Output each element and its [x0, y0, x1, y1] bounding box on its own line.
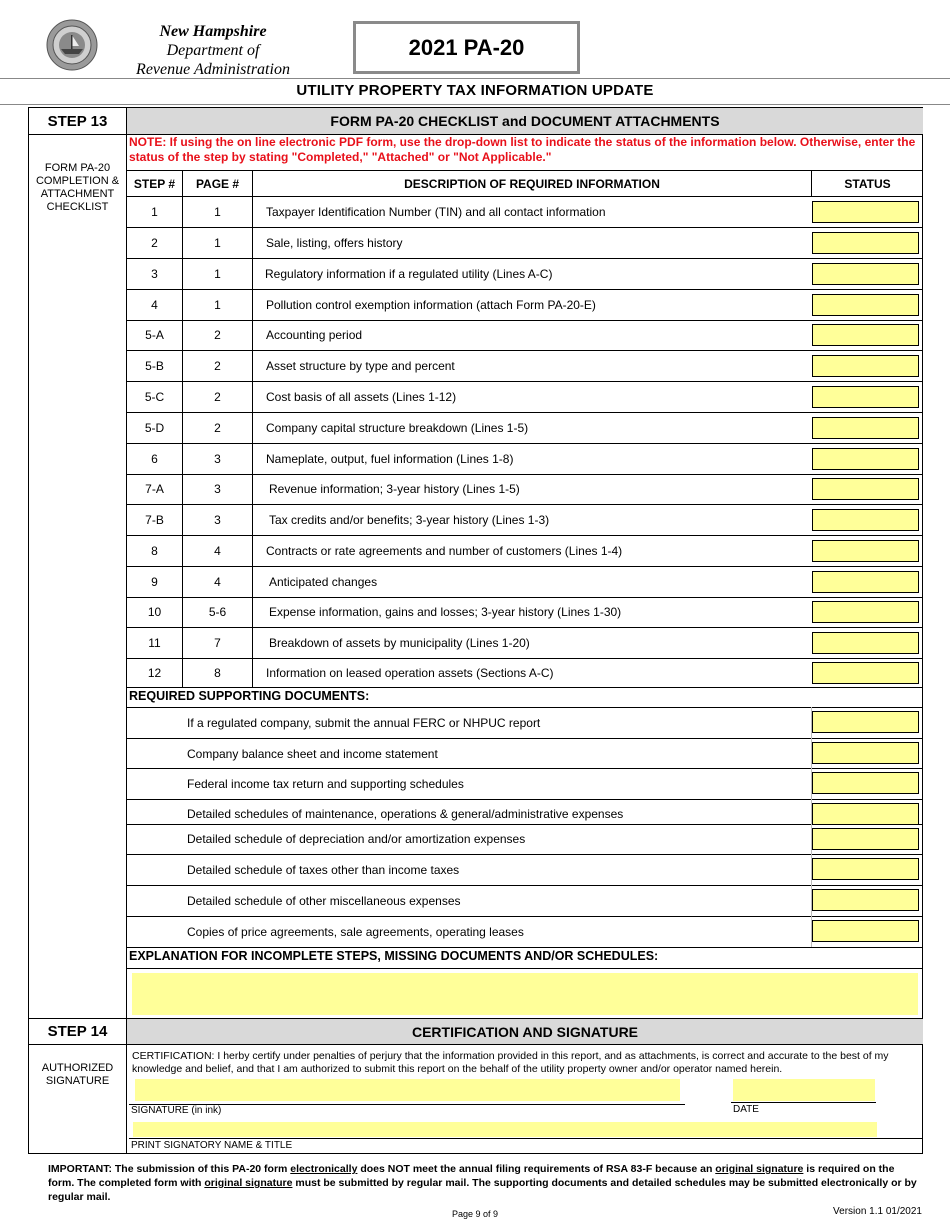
notice-underlined: electronically: [290, 1163, 358, 1175]
row-divider: [127, 799, 923, 800]
title-divider: [0, 104, 950, 105]
page-number: Page 9 of 9: [451, 1209, 499, 1219]
row-step: 5-D: [144, 421, 165, 435]
row-step: 7-A: [145, 482, 164, 496]
row-divider: [127, 687, 923, 688]
row-description: Tax credits and/or benefits; 3-year history (Lines 1-3): [269, 513, 550, 527]
status-field[interactable]: [812, 858, 919, 880]
row-page: 2: [214, 359, 221, 373]
status-field[interactable]: [812, 478, 919, 500]
row-description: Anticipated changes: [269, 575, 378, 589]
row-page: 1: [214, 267, 221, 281]
signature-side-label: [29, 1062, 126, 1088]
supporting-doc-label: Federal income tax return and supporting schedules: [187, 777, 464, 791]
side-label-line: CHECKLIST: [46, 201, 109, 213]
column-divider: [811, 171, 812, 196]
supporting-doc-label: If a regulated company, submit the annual FERC or NHPUC report: [187, 716, 541, 730]
side-label-line: ATTACHMENT: [40, 188, 115, 200]
status-field[interactable]: [812, 448, 919, 470]
row-page: 1: [214, 298, 221, 312]
page-title: UTILITY PROPERTY TAX INFORMATION UPDATE: [296, 82, 654, 99]
signature-label: SIGNATURE (in ink): [131, 1105, 222, 1116]
column-header-status: STATUS: [844, 176, 891, 191]
step-13-title: FORM PA-20 CHECKLIST and DOCUMENT ATTACHMENTS: [127, 108, 923, 134]
step-14-label: STEP 14: [47, 1023, 108, 1040]
supporting-doc-label: Detailed schedule of other miscellaneous expenses: [187, 894, 461, 908]
status-field[interactable]: [812, 386, 919, 408]
dept-line-1: Department of: [166, 42, 260, 59]
row-description: Expense information, gains and losses; 3-year history (Lines 1-30): [269, 605, 622, 619]
row-page: 2: [214, 390, 221, 404]
row-description: Breakdown of assets by municipality (Lines 1-20): [269, 636, 530, 650]
notice-text: must be submitted by regular mail. The supporting documents and detailed schedules may be submitted electronically or by regular mail.: [48, 1177, 917, 1203]
notice-text: is required on the form. The completed form with: [48, 1163, 895, 1189]
row-step: 11: [148, 636, 161, 650]
row-page: 2: [214, 328, 221, 342]
state-name: New Hampshire: [159, 23, 267, 40]
row-page: 4: [214, 575, 221, 589]
dept-line-2: Revenue Administration: [136, 61, 290, 78]
step-14-title: CERTIFICATION AND SIGNATURE: [127, 1019, 923, 1044]
row-page: 3: [214, 452, 221, 466]
status-field[interactable]: [812, 772, 919, 794]
row-step: 7-B: [145, 513, 164, 527]
row-description: Accounting period: [266, 328, 363, 342]
version-label: Version 1.1 01/2021: [833, 1206, 922, 1217]
row-page: 1: [214, 205, 221, 219]
row-step: 1: [151, 205, 158, 219]
supporting-doc-label: Company balance sheet and income statement: [187, 747, 438, 761]
status-field[interactable]: [812, 355, 919, 377]
notice-text: IMPORTANT: The submission of this PA-20 form: [48, 1163, 291, 1175]
status-field[interactable]: [812, 571, 919, 593]
row-step: 6: [151, 452, 158, 466]
notice-underlined: original signature: [715, 1163, 804, 1175]
supporting-doc-label: Detailed schedule of taxes other than income taxes: [187, 863, 460, 877]
row-page: 3: [214, 482, 221, 496]
status-field[interactable]: [812, 540, 919, 562]
row-page: 7: [214, 636, 221, 650]
notice-text: does NOT meet the annual filing requirements of RSA 83-F because an: [357, 1163, 716, 1175]
side-label-line: COMPLETION &: [35, 175, 120, 187]
row-page: 2: [214, 421, 221, 435]
side-label-line: SIGNATURE: [45, 1075, 110, 1087]
row-page: 4: [214, 544, 221, 558]
column-header-step: STEP #: [133, 176, 176, 191]
form-header: [0, 0, 950, 80]
column-divider: [811, 707, 812, 947]
certification-text: CERTIFICATION: I herby certify under penalties of perjury that the information provided in this report, and as attachments, is correct and accurate to the best of my knowledge and belief, and that I am authorized to submit this report on the behalf of the utility property owner and/or operator named herein.: [132, 1050, 889, 1075]
status-field[interactable]: [812, 201, 919, 223]
supporting-doc-label: Copies of price agreements, sale agreements, operating leases: [187, 925, 524, 939]
status-field[interactable]: [812, 662, 919, 684]
row-step: 8: [151, 544, 158, 558]
row-step: 9: [151, 575, 158, 589]
checklist-side-label: [29, 162, 126, 214]
signature-field[interactable]: [135, 1079, 680, 1101]
print-name-label: PRINT SIGNATORY NAME & TITLE: [131, 1140, 293, 1151]
status-field[interactable]: [812, 232, 919, 254]
status-field[interactable]: [812, 509, 919, 531]
row-description: Sale, listing, offers history: [266, 236, 403, 250]
status-field[interactable]: [812, 263, 919, 285]
row-description: Pollution control exemption information (attach Form PA-20-E): [266, 298, 596, 312]
supporting-doc-label: Detailed schedule of depreciation and/or amortization expenses: [187, 832, 526, 846]
row-description: Revenue information; 3-year history (Lines 1-5): [269, 482, 520, 496]
print-name-field[interactable]: [133, 1122, 877, 1137]
row-step: 5-A: [145, 328, 164, 342]
side-label-line: FORM PA-20: [44, 162, 111, 174]
row-step: 2: [151, 236, 158, 250]
row-description: Cost basis of all assets (Lines 1-12): [266, 390, 457, 404]
row-page: 5-6: [208, 605, 227, 619]
date-line: [731, 1102, 876, 1103]
step-13-label: STEP 13: [47, 112, 108, 130]
supporting-doc-label: Detailed schedules of maintenance, operations & general/administrative expenses: [187, 807, 624, 821]
row-description: Asset structure by type and percent: [266, 359, 455, 373]
status-field[interactable]: [812, 294, 919, 316]
status-field[interactable]: [812, 632, 919, 654]
divider: [127, 968, 923, 969]
row-step: 5-C: [144, 390, 165, 404]
status-field[interactable]: [812, 828, 919, 850]
status-field[interactable]: [812, 711, 919, 733]
department-name: [118, 22, 308, 79]
row-description: Nameplate, output, fuel information (Lines 1-8): [266, 452, 514, 466]
date-field[interactable]: [733, 1079, 875, 1101]
row-step: 3: [151, 267, 158, 281]
column-divider: [252, 171, 253, 687]
side-label-line: AUTHORIZED: [41, 1062, 114, 1074]
row-divider: [127, 947, 923, 948]
row-description: Company capital structure breakdown (Lines 1-5): [266, 421, 529, 435]
column-header-page: PAGE #: [195, 176, 240, 191]
status-field[interactable]: [812, 742, 919, 764]
row-page: 8: [214, 666, 221, 680]
state-seal-icon: [46, 19, 98, 71]
supporting-docs-title: REQUIRED SUPPORTING DOCUMENTS:: [129, 689, 370, 703]
explanation-title: EXPLANATION FOR INCOMPLETE STEPS, MISSING DOCUMENTS AND/OR SCHEDULES:: [129, 949, 659, 963]
form-frame: [28, 107, 923, 1154]
row-page: 3: [214, 513, 221, 527]
row-description: Taxpayer Identification Number (TIN) and all contact information: [266, 205, 606, 219]
explanation-field[interactable]: [132, 973, 918, 1015]
print-name-line: [129, 1138, 923, 1139]
row-page: 1: [214, 236, 221, 250]
status-field[interactable]: [812, 920, 919, 942]
row-step: 5-B: [145, 359, 164, 373]
status-field[interactable]: [812, 889, 919, 911]
form-id-box: 2021 PA-20: [353, 21, 580, 74]
row-description: Regulatory information if a regulated utility (Lines A-C): [265, 267, 553, 281]
row-description: Contracts or rate agreements and number of customers (Lines 1-4): [266, 544, 623, 558]
divider: [29, 1044, 923, 1045]
notice-underlined: original signature: [204, 1177, 293, 1189]
row-step: 10: [147, 605, 162, 619]
row-step: 4: [151, 298, 158, 312]
status-field[interactable]: [812, 601, 919, 623]
instruction-note: NOTE: If using the on line electronic PDF form, use the drop-down list to indicate the status of the information below. Otherwise, enter the status of the step by stating "Completed," "Attached" or "Not Applicable.": [129, 135, 916, 164]
row-step: 12: [147, 666, 162, 680]
column-header-description: DESCRIPTION OF REQUIRED INFORMATION: [404, 176, 660, 191]
status-field[interactable]: [812, 324, 919, 346]
header-divider: [0, 78, 950, 79]
date-label: DATE: [733, 1104, 759, 1115]
important-notice: [48, 1162, 918, 1204]
status-field[interactable]: [812, 803, 919, 825]
row-description: Information on leased operation assets (Sections A-C): [266, 666, 554, 680]
status-field[interactable]: [812, 417, 919, 439]
